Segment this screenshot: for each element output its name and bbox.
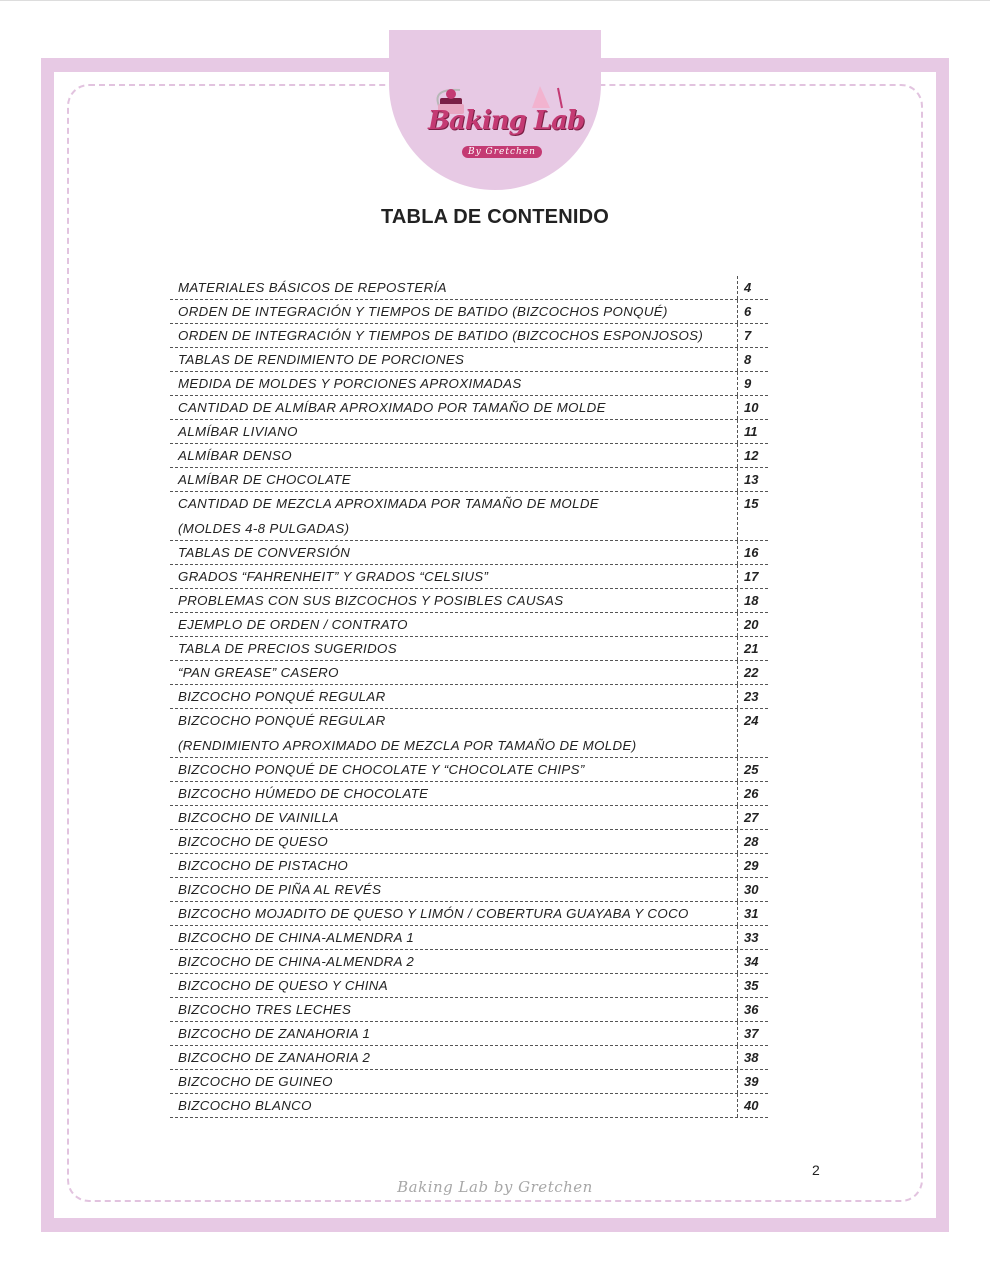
toc-entry-page: 33 bbox=[744, 930, 759, 945]
page-number: 2 bbox=[812, 1162, 820, 1178]
toc-row bbox=[170, 974, 768, 998]
toc-row bbox=[170, 1046, 768, 1070]
toc-entry-page: 16 bbox=[744, 545, 759, 560]
top-rule bbox=[0, 0, 990, 1]
toc-entry-title: EJEMPLO DE ORDEN / CONTRATO bbox=[170, 613, 738, 636]
toc-entry-page: 12 bbox=[744, 448, 759, 463]
toc-entry-title: BIZCOCHO DE QUESO Y CHINA bbox=[170, 974, 738, 997]
toc-entry-page: 37 bbox=[744, 1026, 759, 1041]
toc-entry-title: ORDEN DE INTEGRACIÓN Y TIEMPOS DE BATIDO (BIZCOCHOS ESPONJOSOS) bbox=[170, 324, 738, 347]
toc-row bbox=[170, 685, 768, 709]
toc-row bbox=[170, 324, 768, 348]
logo-name: Baking Lab bbox=[428, 106, 585, 136]
toc-entry-title: BIZCOCHO HÚMEDO DE CHOCOLATE bbox=[170, 782, 738, 805]
toc-entry-page: 22 bbox=[744, 665, 759, 680]
toc-entry-page: 36 bbox=[744, 1002, 759, 1017]
toc-entry-title: ALMÍBAR DE CHOCOLATE bbox=[170, 468, 738, 491]
toc-entry-title: ALMÍBAR LIVIANO bbox=[170, 420, 738, 443]
toc-entry-page: 10 bbox=[744, 400, 759, 415]
toc-entry-title: BIZCOCHO PONQUÉ REGULAR bbox=[170, 685, 738, 708]
toc-entry-page: 35 bbox=[744, 978, 759, 993]
toc-entry-page: 11 bbox=[744, 424, 758, 439]
toc-entry-page: 40 bbox=[744, 1098, 759, 1113]
toc-entry-title: BIZCOCHO DE ZANAHORIA 2 bbox=[170, 1046, 738, 1069]
toc-entry-title: BIZCOCHO DE PIÑA AL REVÉS bbox=[170, 878, 738, 901]
toc-row bbox=[170, 1070, 768, 1094]
toc-row bbox=[170, 396, 768, 420]
toc-entry-page: 34 bbox=[744, 954, 759, 969]
toc-entry-page: 31 bbox=[744, 906, 759, 921]
toc-row bbox=[170, 637, 768, 661]
toc-row bbox=[170, 1022, 768, 1046]
toc-entry-page: 8 bbox=[744, 352, 752, 367]
toc-entry-page: 18 bbox=[744, 593, 759, 608]
toc-entry-title: BIZCOCHO DE PISTACHO bbox=[170, 854, 738, 877]
toc-entry-title: TABLA DE PRECIOS SUGERIDOS bbox=[170, 637, 738, 660]
toc-entry-title: BIZCOCHO DE CHINA-ALMENDRA 1 bbox=[170, 926, 738, 949]
toc-entry-page: 28 bbox=[744, 834, 759, 849]
toc-entry-title: ALMÍBAR DENSO bbox=[170, 444, 738, 467]
toc-row bbox=[170, 758, 768, 782]
toc-row bbox=[170, 348, 768, 372]
toc-entry-page: 27 bbox=[744, 810, 759, 825]
toc-entry-page: 7 bbox=[744, 328, 752, 343]
toc-entry-title: MEDIDA DE MOLDES Y PORCIONES APROXIMADAS bbox=[170, 372, 738, 395]
toc-entry-title: BIZCOCHO DE VAINILLA bbox=[170, 806, 738, 829]
toc-entry-page: 17 bbox=[744, 569, 759, 584]
toc-entry-title: BIZCOCHO DE ZANAHORIA 1 bbox=[170, 1022, 738, 1045]
toc-row bbox=[170, 709, 768, 758]
logo-byline: By Gretchen bbox=[462, 146, 542, 158]
toc-entry-title: BIZCOCHO PONQUÉ DE CHOCOLATE Y “CHOCOLATE CHIPS” bbox=[170, 758, 738, 781]
toc-entry-title: BIZCOCHO BLANCO bbox=[170, 1094, 738, 1117]
toc-entry-page: 20 bbox=[744, 617, 759, 632]
toc-entry-page: 15 bbox=[744, 496, 759, 511]
toc-row bbox=[170, 420, 768, 444]
toc-row bbox=[170, 492, 768, 541]
toc-row bbox=[170, 782, 768, 806]
toc-entry-title: ORDEN DE INTEGRACIÓN Y TIEMPOS DE BATIDO (BIZCOCHOS PONQUÉ) bbox=[170, 300, 738, 323]
toc-entry-page: 24 bbox=[744, 713, 759, 728]
toc-row bbox=[170, 276, 768, 300]
toc-entry-page: 38 bbox=[744, 1050, 759, 1065]
toc-row bbox=[170, 372, 768, 396]
toc-row bbox=[170, 589, 768, 613]
toc-entry-page: 26 bbox=[744, 786, 759, 801]
toc-row bbox=[170, 468, 768, 492]
table-of-contents bbox=[170, 276, 768, 1118]
toc-row bbox=[170, 998, 768, 1022]
toc-entry-title: BIZCOCHO DE GUINEO bbox=[170, 1070, 738, 1093]
toc-entry-page: 6 bbox=[744, 304, 752, 319]
toc-entry-title: GRADOS “FAHRENHEIT” Y GRADOS “CELSIUS” bbox=[170, 565, 738, 588]
toc-entry-page: 29 bbox=[744, 858, 759, 873]
toc-entry-title: MATERIALES BÁSICOS DE REPOSTERÍA bbox=[170, 276, 738, 299]
toc-entry-page: 9 bbox=[744, 376, 752, 391]
toc-entry-page: 25 bbox=[744, 762, 759, 777]
toc-entry-page: 13 bbox=[744, 472, 759, 487]
toc-entry-page: 4 bbox=[744, 280, 752, 295]
toc-entry-page: 30 bbox=[744, 882, 759, 897]
toc-entry-title: BIZCOCHO PONQUÉ REGULAR (RENDIMIENTO APROXIMADO DE MEZCLA POR TAMAÑO DE MOLDE) bbox=[170, 709, 738, 757]
toc-row bbox=[170, 300, 768, 324]
toc-entry-title: CANTIDAD DE MEZCLA APROXIMADA POR TAMAÑO DE MOLDE (MOLDES 4-8 PULGADAS) bbox=[170, 492, 738, 540]
toc-row bbox=[170, 902, 768, 926]
toc-entry-title: BIZCOCHO DE QUESO bbox=[170, 830, 738, 853]
toc-row bbox=[170, 661, 768, 685]
toc-row bbox=[170, 806, 768, 830]
toc-entry-title: BIZCOCHO DE CHINA-ALMENDRA 2 bbox=[170, 950, 738, 973]
toc-entry-title: BIZCOCHO TRES LECHES bbox=[170, 998, 738, 1021]
toc-row bbox=[170, 1094, 768, 1118]
toc-row bbox=[170, 950, 768, 974]
page-title: TABLA DE CONTENIDO bbox=[380, 206, 610, 228]
toc-entry-title: CANTIDAD DE ALMÍBAR APROXIMADO POR TAMAÑO DE MOLDE bbox=[170, 396, 738, 419]
toc-entry-title: “PAN GREASE” CASERO bbox=[170, 661, 738, 684]
toc-row bbox=[170, 926, 768, 950]
toc-row bbox=[170, 565, 768, 589]
footer-signature: Baking Lab by Gretchen bbox=[397, 1178, 593, 1196]
toc-entry-page: 23 bbox=[744, 689, 759, 704]
toc-row bbox=[170, 541, 768, 565]
toc-row bbox=[170, 854, 768, 878]
toc-entry-title: TABLAS DE CONVERSIÓN bbox=[170, 541, 738, 564]
toc-row bbox=[170, 613, 768, 637]
toc-entry-title: PROBLEMAS CON SUS BIZCOCHOS Y POSIBLES CAUSAS bbox=[170, 589, 738, 612]
toc-entry-title: BIZCOCHO MOJADITO DE QUESO Y LIMÓN / COBERTURA GUAYABA Y COCO bbox=[170, 902, 738, 925]
toc-entry-page: 39 bbox=[744, 1074, 759, 1089]
toc-row bbox=[170, 830, 768, 854]
toc-entry-title: TABLAS DE RENDIMIENTO DE PORCIONES bbox=[170, 348, 738, 371]
toc-entry-page: 21 bbox=[744, 641, 759, 656]
toc-row bbox=[170, 878, 768, 902]
toc-row bbox=[170, 444, 768, 468]
